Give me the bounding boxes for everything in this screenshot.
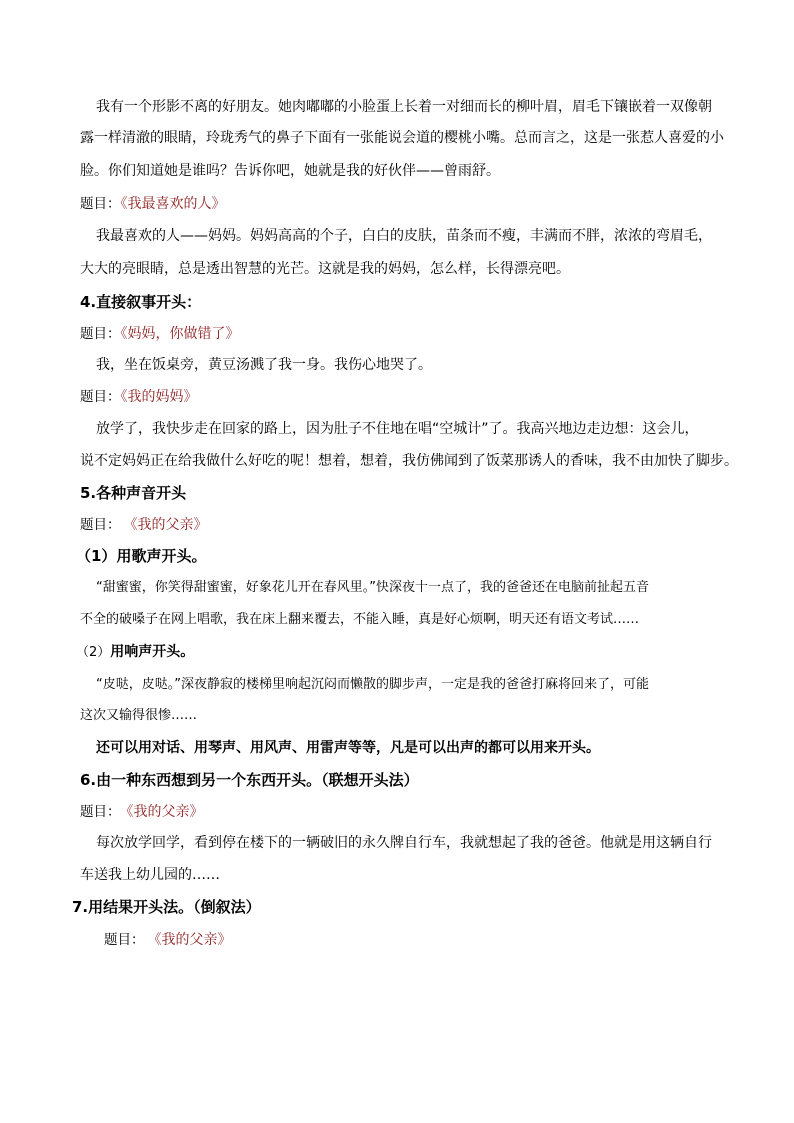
paragraph-7-line-1: 每次放学回学，看到停在楼下的一辆破旧的永久牌自行车，我就想起了我的爸爸。他就是用这辆自行 <box>96 835 712 851</box>
title-line-6 <box>104 931 232 949</box>
paragraph-1-line-3: 脸。你们知道她是谁吗？告诉你吧，她就是我的好伙伴——曾雨舒。 <box>80 163 500 179</box>
paragraph-5-line-1: “甜蜜蜜，你笑得甜蜜蜜，好象花儿开在春风里。”快深夜十一点了，我的爸爸还在电脑前扯起五音 <box>96 580 649 595</box>
title-label: 题目： <box>80 804 121 820</box>
paragraph-6-line-2: 这次又输得很惨…… <box>80 708 198 723</box>
section-number: 7. <box>72 898 89 916</box>
section-number: 5. <box>80 484 97 502</box>
paragraph-1-line-2: 露一样清澈的眼睛，玲珑秀气的鼻子下面有一张能说会道的樱桃小嘴。总而言之，这是一张惹人喜爱的小 <box>80 130 724 146</box>
subheading-2 <box>76 643 194 662</box>
essay-title: 《我的妈妈》 <box>120 389 198 405</box>
title-label: 题目： <box>80 517 121 533</box>
essay-title: 《我最喜欢的人》 <box>120 196 226 212</box>
essay-title: 《我的父亲》 <box>126 804 204 820</box>
section-heading-5 <box>80 484 186 502</box>
subheading-number: （1） <box>76 547 117 565</box>
section-heading-7 <box>72 898 261 916</box>
title-line-5 <box>80 803 204 821</box>
paragraph-2-line-2: 大大的亮眼睛，总是透出智慧的光芒。这就是我的妈妈，怎么样，长得漂亮吧。 <box>80 261 570 277</box>
essay-title: 《妈妈，你做错了》 <box>120 326 240 342</box>
title-label: 题目： <box>80 326 121 342</box>
title-line-4 <box>80 516 208 534</box>
section-number: 4. <box>80 293 97 311</box>
paragraph-4-line-1: 放学了，我快步走在回家的路上，因为肚子不住地在唱“空城计”了。我高兴地边走边想：这会儿， <box>96 421 699 437</box>
paragraph-6-line-1: “皮哒，皮哒。”深夜静寂的楼梯里响起沉闷而懒散的脚步声，一定是我的爸爸打麻将回来了，可能 <box>96 677 649 692</box>
essay-title: 《我的父亲》 <box>154 932 232 948</box>
title-label: 题目： <box>80 196 121 212</box>
essay-title: 《我的父亲》 <box>130 517 208 533</box>
paragraph-1-line-1: 我有一个形影不离的好朋友。她肉嘟嘟的小脸蛋上长着一对细而长的柳叶眉，眉毛下镶嵌着一双像朝 <box>96 99 712 115</box>
title-line-1 <box>80 195 226 213</box>
paragraph-5-line-2: 不全的破嗓子在网上唱歌，我在床上翻来覆去，不能入睡，真是好心烦啊，明天还有语文考试…… <box>80 612 640 627</box>
section-title: 直接叙事开头： <box>96 293 202 311</box>
section-heading-4 <box>80 293 201 311</box>
title-line-2 <box>80 325 240 343</box>
subheading-number: （2） <box>76 645 111 660</box>
title-label: 题目： <box>80 389 121 405</box>
paragraph-4-line-2: 说不定妈妈正在给我做什么好吃的呢！想着，想着，我仿佛闻到了饭菜那诱人的香味，我不由加快了脚步。 <box>80 453 738 469</box>
subheading-title: 用歌声开头。 <box>116 547 207 565</box>
subheading-1 <box>76 547 206 565</box>
subheading-title: 用响声开头。 <box>110 644 195 660</box>
section-title: 各种声音开头 <box>96 484 187 502</box>
paragraph-2-line-1: 我最喜欢的人——妈妈。妈妈高高的个子，白白的皮肤，苗条而不瘦，丰满而不胖，浓浓的弯眉毛， <box>96 228 712 244</box>
section-heading-6 <box>80 771 419 789</box>
title-label: 题目： <box>104 932 145 948</box>
section-title: 由一种东西想到另一个东西开头。（联想开头法） <box>96 771 419 789</box>
section-number: 6. <box>80 771 97 789</box>
paragraph-3: 我，坐在饭桌旁，黄豆汤溅了我一身。我伤心地哭了。 <box>96 357 432 373</box>
title-line-3 <box>80 388 198 406</box>
note-line: 还可以用对话、用琴声、用风声、用雷声等等，凡是可以出声的都可以用来开头。 <box>96 740 600 756</box>
section-title: 用结果开头法。（倒叙法） <box>88 898 261 916</box>
paragraph-7-line-2: 车送我上幼儿园的…… <box>80 867 220 883</box>
